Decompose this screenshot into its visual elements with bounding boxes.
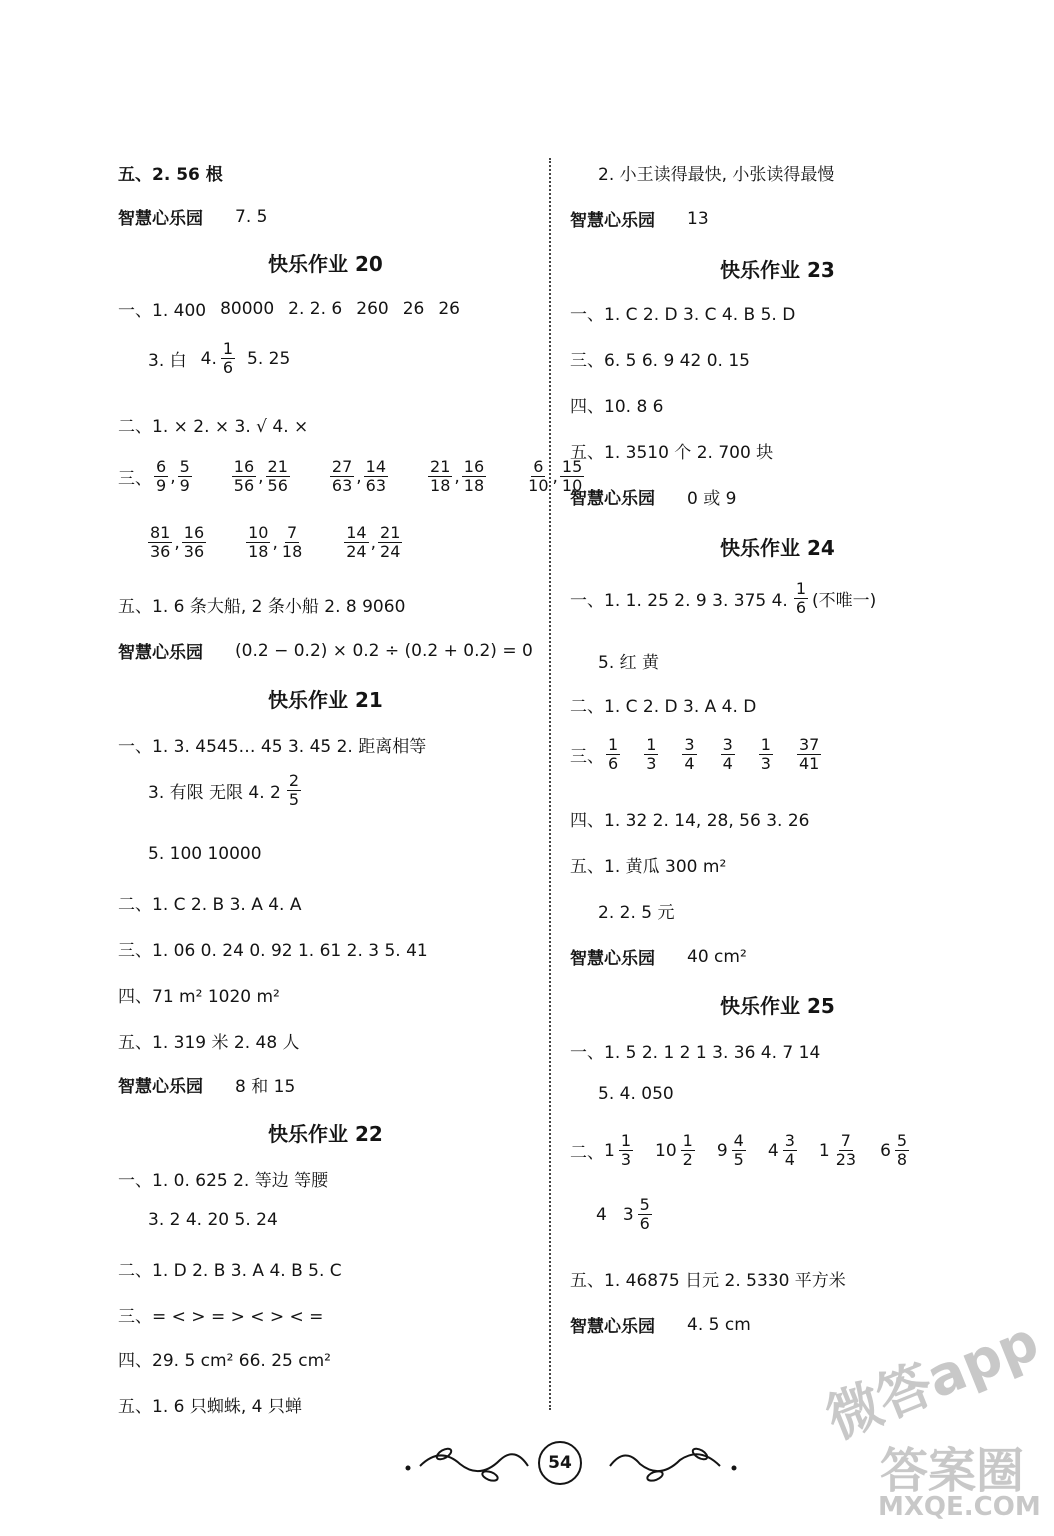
answer-line: 二、1. C 2. B 3. A 4. A [118, 895, 302, 915]
section-title-24: 快乐作业 24 [720, 536, 835, 560]
watermark-url: MXQE.COM [878, 1492, 1041, 1522]
puzzle-line: 智慧心乐园 0 或 9 [570, 489, 737, 509]
answer-line: 一、1. 3. 4545… 45 3. 4̇5̇ 2. 距离相等 [118, 737, 427, 757]
answer-line: 五、1. 319 米 2. 48 人 [118, 1033, 300, 1053]
answer-line: 二、1. C 2. D 3. A 4. D [570, 697, 757, 717]
answer-line: 一、1. C 2. D 3. C 4. B 5. D [570, 305, 796, 325]
watermark-logo: 答案圈 [880, 1443, 1025, 1499]
answer-line: 3. 2 4. 20 5. 24 [148, 1210, 278, 1230]
answer-line: 五、1. 46875 日元 2. 5330 平方米 [570, 1271, 846, 1291]
puzzle-line: 智慧心乐园 4. 5 cm [570, 1314, 751, 1337]
answer-line: 四、1. 32 2. 14, 28, 56 3. 26 [570, 811, 810, 831]
fraction-row: 二、 1 $\frac{1}{3}$ 10 $\frac{1}{2}$ 9 $\frac{4}{5}$ 4 $\frac{3}{4}$ 1 $\frac{7}{23}$ 6 $\frac{5}{8}$ [570, 1131, 908, 1169]
answer-line: 五、1. 黄瓜 300 m² [570, 857, 727, 877]
answer-line: 五、1. 6 条大船, 2 条小船 2. 8 9060 [118, 597, 406, 617]
puzzle-line: 智慧心乐园 13 [570, 208, 709, 231]
answer-line: 四、29. 5 cm² 66. 25 cm² [118, 1351, 331, 1371]
answer-line: 2. 小王读得最快, 小张读得最慢 [598, 165, 835, 185]
answer-line: 五、1. 6 只蜘蛛, 4 只蝉 [118, 1397, 302, 1417]
section-title-20: 快乐作业 20 [268, 252, 383, 276]
answer-line: 四、10. 8 6 [570, 397, 664, 417]
answer-line: 一、1. 5 2. 1 2 1 3. 36 4. 7 14 [570, 1043, 821, 1063]
section-title-21: 快乐作业 21 [268, 688, 383, 712]
answer-line: 三、1. 06 0. 24 0. 92 1. 61 2. 3 5. 41 [118, 941, 428, 961]
watermark-app: 微答app [817, 1309, 1047, 1451]
section-title-23: 快乐作业 23 [720, 258, 835, 282]
page-number: 54 [538, 1441, 582, 1485]
puzzle-line: 智慧心乐园 8 和 15 [118, 1077, 296, 1097]
fraction-row: 三、 $\frac{6}{9}$ , $\frac{5}{9}$ $\frac{16}{56}$ , $\frac{21}{56}$ $\frac{27}{63}$ , $\frac{14}{63}$ $\frac{21}{18}$ , $\frac{16}{18}$ $\frac{6}{10}$ , $\frac{15}{10}$ [118, 457, 583, 495]
answer-line: 一、1. 0. 62̇5̇ 2. 等边 等腰 [118, 1171, 329, 1191]
section-title-25: 快乐作业 25 [720, 994, 835, 1018]
answer-line: 二、1. × 2. × 3. √ 4. × [118, 417, 309, 437]
answer-line: 5. 红 黄 [598, 653, 660, 673]
answer-line: 三、6. 5 6. 9 42 0. 15 [570, 351, 750, 371]
answer-line: 一、1. 1. 25 2. 9 3. 375 4. $\frac{1}{6}$ (不唯一) [570, 579, 877, 617]
puzzle-line: 智慧心乐园 7. 5 [118, 206, 268, 229]
fraction: $\frac{1}{6}$ [222, 339, 234, 377]
fraction-row: $\frac{81}{36}$ , $\frac{16}{36}$ $\frac{10}{18}$ , $\frac{7}{18}$ $\frac{14}{24}$ , $\frac{21}{24}$ [150, 523, 401, 561]
fraction-row: 三、 $\frac{1}{6}$ $\frac{1}{3}$ $\frac{3}{4}$ $\frac{3}{4}$ $\frac{1}{3}$ $\frac{37}{41}$ [570, 735, 820, 773]
column-divider [549, 158, 551, 1410]
answer-line: 5. 100 10000 [148, 844, 262, 864]
answer-line: 5. 4. 050 [598, 1084, 674, 1104]
answer-line: 3. 白 4. $\frac{1}{6}$ 5. 25 [148, 339, 291, 377]
puzzle-line: 智慧心乐园 40 cm² [570, 946, 747, 969]
answer-line: 一、1. 400 80000 2. 2. 6 260 26 26 [118, 298, 460, 321]
section-title-22: 快乐作业 22 [268, 1122, 383, 1146]
answer-line: 三、= < > = > < > < = [118, 1307, 324, 1327]
answer-line: 四、71 m² 1020 m² [118, 987, 280, 1007]
answer-line: 五、2. 56 根 [118, 165, 223, 185]
answer-line: 3. 有限 无限 4. 2 $\frac{2}{5}$ [148, 771, 300, 809]
puzzle-line: 智慧心乐园 (0.2 − 0.2) × 0.2 ÷ (0.2 + 0.2) = 0 [118, 640, 533, 663]
fraction-row: 4 3 $\frac{5}{6}$ [596, 1195, 650, 1233]
answer-line: 五、1. 3510 个 2. 700 块 [570, 443, 774, 463]
answer-line: 二、1. D 2. B 3. A 4. B 5. C [118, 1261, 342, 1281]
answer-line: 2. 2. 5 元 [598, 903, 675, 923]
